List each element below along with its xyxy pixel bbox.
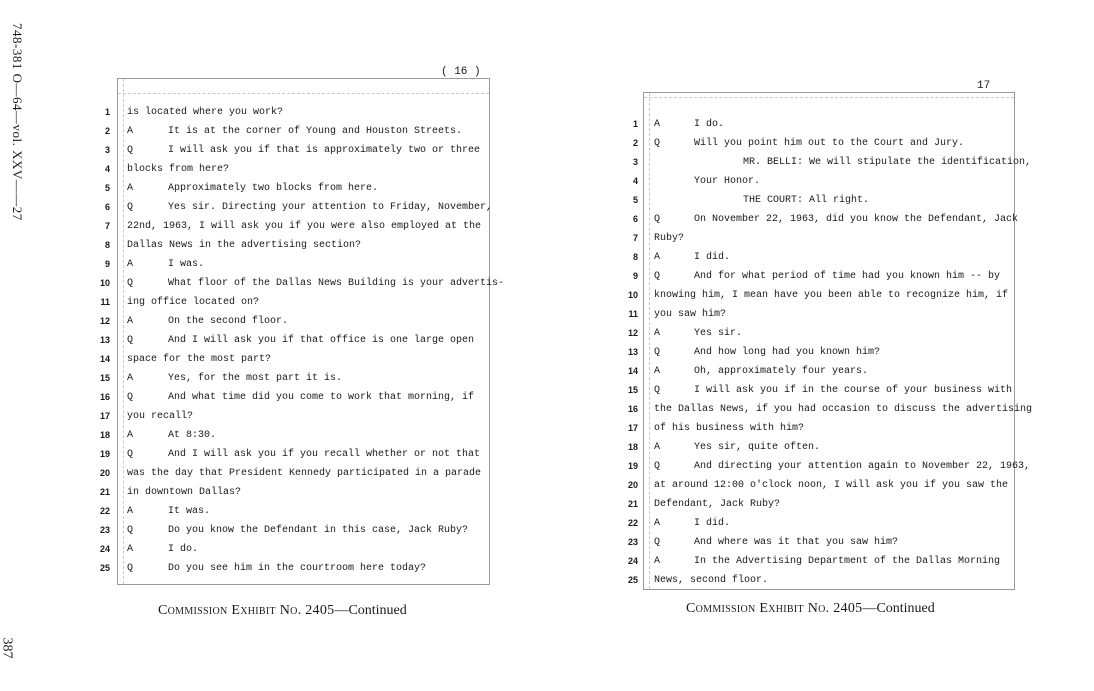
line-text: Yes sir.	[694, 328, 743, 339]
line-number: 9	[632, 271, 638, 281]
transcript-line	[92, 369, 492, 388]
line-text: Oh, approximately four years.	[694, 366, 869, 377]
transcript-line	[92, 331, 492, 350]
speaker-label: A	[127, 544, 134, 555]
line-text: THE COURT: All right.	[743, 195, 870, 206]
line-number: 6	[104, 202, 110, 212]
margin-note	[2, 23, 25, 221]
line-text: 22nd, 1963, I will ask you if you were also employed at the	[127, 221, 482, 232]
speaker-label: Q	[127, 145, 134, 156]
transcript-line	[620, 400, 1033, 419]
transcript-line	[620, 267, 1020, 286]
speaker-label: A	[654, 252, 661, 263]
line-number: 19	[99, 449, 110, 459]
transcript-line	[92, 426, 492, 445]
transcript-line	[92, 407, 492, 426]
transcript-line	[92, 293, 492, 312]
line-number: 11	[628, 309, 638, 319]
line-number: 19	[627, 461, 638, 471]
speaker-label: Q	[127, 278, 134, 289]
transcript-line	[620, 115, 1020, 134]
line-text: I do.	[694, 119, 725, 130]
line-text: Do you know the Defendant in this case, Jack Ruby?	[168, 525, 469, 536]
transcript-line	[92, 103, 492, 122]
line-number: 17	[99, 411, 110, 421]
line-text: was the day that President Kennedy participated in a parade	[127, 468, 482, 479]
line-number: 5	[632, 195, 638, 205]
transcript-line	[92, 255, 492, 274]
transcript-line	[92, 559, 492, 578]
margin-note-text: 748-381 O—64—vol. XXV——27	[10, 23, 25, 221]
right-page-number: 17	[977, 80, 991, 92]
line-number: 18	[99, 430, 110, 440]
line-text: I will ask you if in the course of your business with	[694, 385, 1013, 396]
speaker-label: Q	[127, 335, 134, 346]
line-text: In the Advertising Department of the Dallas Morning	[694, 556, 1001, 567]
speaker-label: A	[654, 328, 661, 339]
line-number: 12	[627, 328, 638, 338]
line-text: of his business with him?	[654, 423, 805, 434]
left-caption-title: Commission Exhibit No. 2405	[158, 603, 335, 618]
line-text: at around 12:00 o'clock noon, I will ask you if you saw the	[654, 480, 1009, 491]
line-number: 13	[627, 347, 638, 357]
transcript-line	[620, 134, 1020, 153]
line-number: 18	[627, 442, 638, 452]
line-text: I was.	[168, 259, 205, 270]
line-number: 12	[99, 316, 110, 326]
line-text: Dallas News in the advertising section?	[127, 240, 362, 251]
line-number: 21	[627, 499, 638, 509]
transcript-line	[620, 248, 1020, 267]
line-text: It is at the corner of Young and Houston Streets.	[168, 126, 463, 137]
left-page-number: ( 16 )	[441, 66, 481, 78]
line-number: 2	[632, 138, 638, 148]
speaker-label: Q	[127, 202, 134, 213]
speaker-label: A	[654, 518, 661, 529]
line-text: News, second floor.	[654, 575, 769, 586]
transcript-line	[620, 229, 1020, 248]
speaker-label: Q	[654, 271, 661, 282]
line-text: It was.	[168, 506, 211, 517]
line-text: Ruby?	[654, 233, 685, 244]
transcript-line	[620, 552, 1020, 571]
line-number: 8	[104, 240, 110, 250]
speaker-label: A	[127, 316, 134, 327]
transcript-line	[620, 571, 1020, 590]
speaker-label: Q	[654, 138, 661, 149]
transcript-line	[620, 191, 1020, 210]
page-number	[0, 630, 26, 670]
line-text: blocks from here?	[127, 164, 230, 175]
line-text: MR. BELLI: We will stipulate the identification,	[743, 157, 1032, 168]
transcript-line	[92, 521, 492, 540]
line-number: 9	[104, 259, 110, 269]
line-text: Defendant, Jack Ruby?	[654, 499, 781, 510]
line-number: 3	[632, 157, 638, 167]
speaker-label: A	[127, 373, 134, 384]
line-number: 13	[99, 335, 110, 345]
transcript-line	[620, 286, 1020, 305]
speaker-label: Q	[654, 347, 661, 358]
left-caption	[158, 603, 407, 619]
line-number: 22	[99, 506, 110, 516]
speaker-label: Q	[127, 392, 134, 403]
line-number: 25	[99, 563, 110, 573]
line-text: in downtown Dallas?	[127, 487, 242, 498]
transcript-line	[620, 438, 1020, 457]
line-text: And where was it that you saw him?	[694, 537, 899, 548]
transcript-line	[620, 381, 1020, 400]
line-text: And I will ask you if you recall whether or not that	[168, 449, 481, 460]
transcript-line	[620, 305, 1020, 324]
speaker-label: Q	[127, 449, 134, 460]
line-number: 6	[632, 214, 638, 224]
transcript-line	[92, 160, 492, 179]
transcript-line	[620, 324, 1020, 343]
line-text: I did.	[694, 518, 731, 529]
transcript-line	[92, 179, 492, 198]
line-text: Do you see him in the courtroom here today?	[168, 563, 427, 574]
line-number: 5	[104, 183, 110, 193]
line-text: And I will ask you if that office is one large open	[168, 335, 475, 346]
speaker-label: A	[654, 556, 661, 567]
line-number: 10	[627, 290, 638, 300]
transcript-line	[92, 350, 492, 369]
line-text: And how long had you known him?	[694, 347, 881, 358]
transcript-line	[92, 483, 492, 502]
transcript-line	[620, 457, 1031, 476]
line-number: 3	[104, 145, 110, 155]
speaker-label: Q	[654, 214, 661, 225]
transcript-line	[92, 312, 492, 331]
line-number: 4	[632, 176, 638, 186]
line-number: 20	[99, 468, 110, 478]
line-text: On November 22, 1963, did you know the Defendant, Jack	[694, 214, 1019, 225]
transcript-line	[92, 274, 505, 293]
line-text: Yes sir, quite often.	[694, 442, 821, 453]
line-number: 1	[104, 107, 110, 117]
line-number: 24	[627, 556, 638, 566]
line-number: 2	[104, 126, 110, 136]
line-text: I do.	[168, 544, 199, 555]
transcript-line	[620, 362, 1020, 381]
line-text: knowing him, I mean have you been able to recognize him, if	[654, 290, 1009, 301]
transcript-line	[92, 141, 492, 160]
transcript-line	[620, 476, 1020, 495]
transcript-line	[92, 388, 492, 407]
line-text: On the second floor.	[168, 316, 289, 327]
line-number: 22	[627, 518, 638, 528]
speaker-label: A	[127, 259, 134, 270]
transcript-line	[620, 343, 1020, 362]
line-text: Your Honor.	[694, 176, 761, 187]
line-number: 23	[627, 537, 638, 547]
line-text: Approximately two blocks from here.	[168, 183, 379, 194]
line-text: is located where you work?	[127, 107, 284, 118]
line-number: 14	[627, 366, 638, 376]
line-text: the Dallas News, if you had occasion to discuss the advertising	[654, 404, 1033, 415]
speaker-label: A	[654, 442, 661, 453]
line-number: 25	[627, 575, 638, 585]
page-top-rule	[644, 97, 1014, 98]
line-number: 14	[99, 354, 110, 364]
transcript-line	[620, 514, 1020, 533]
transcript-line	[92, 445, 492, 464]
right-caption	[686, 601, 935, 617]
speaker-label: A	[127, 430, 134, 441]
transcript-line	[92, 217, 492, 236]
speaker-label: Q	[654, 385, 661, 396]
transcript-line	[92, 236, 492, 255]
line-number: 24	[99, 544, 110, 554]
speaker-label: A	[127, 126, 134, 137]
line-text: Will you point him out to the Court and Jury.	[694, 138, 965, 149]
transcript-line	[620, 419, 1020, 438]
line-number: 8	[632, 252, 638, 262]
transcript-line	[620, 533, 1020, 552]
line-text: And directing your attention again to November 22, 1963,	[694, 461, 1031, 472]
line-text: At 8:30.	[168, 430, 217, 441]
speaker-label: Q	[127, 525, 134, 536]
right-caption-suffix: —Continued	[862, 601, 935, 616]
transcript-line	[92, 464, 492, 483]
line-number: 15	[627, 385, 638, 395]
transcript-line	[92, 502, 492, 521]
line-number: 21	[99, 487, 110, 497]
transcript-line	[92, 122, 492, 141]
speaker-label: A	[127, 183, 134, 194]
transcript-line	[620, 210, 1020, 229]
line-text: And for what period of time had you known him -- by	[694, 271, 1001, 282]
speaker-label: Q	[654, 461, 661, 472]
line-text: Yes, for the most part it is.	[168, 373, 343, 384]
transcript-line	[620, 495, 1020, 514]
left-caption-suffix: —Continued	[334, 603, 407, 618]
speaker-label: Q	[127, 563, 134, 574]
line-text: you saw him?	[654, 309, 727, 320]
line-number: 1	[632, 119, 638, 129]
speaker-label: A	[654, 119, 661, 130]
line-number: 11	[100, 297, 110, 307]
line-text: space for the most part?	[127, 354, 272, 365]
line-number: 10	[99, 278, 110, 288]
speaker-label: A	[127, 506, 134, 517]
transcript-line	[620, 172, 1020, 191]
line-number: 15	[99, 373, 110, 383]
line-number: 16	[99, 392, 110, 402]
line-number: 4	[104, 164, 110, 174]
line-text: you recall?	[127, 411, 194, 422]
line-text: Yes sir. Directing your attention to Friday, November,	[168, 202, 493, 213]
line-number: 7	[104, 221, 110, 231]
line-text: What floor of the Dallas News Building is your advertis-	[168, 278, 505, 289]
speaker-label: A	[654, 366, 661, 377]
transcript-line	[92, 198, 492, 217]
transcript-line	[92, 540, 492, 559]
page-number-text: 387	[0, 637, 15, 659]
line-number: 23	[99, 525, 110, 535]
line-number: 16	[627, 404, 638, 414]
line-number: 17	[627, 423, 638, 433]
line-text: And what time did you come to work that morning, if	[168, 392, 475, 403]
line-number: 7	[632, 233, 638, 243]
speaker-label: Q	[654, 537, 661, 548]
line-text: I will ask you if that is approximately two or three	[168, 145, 481, 156]
page-top-rule	[118, 93, 489, 94]
line-text: ing office located on?	[127, 297, 260, 308]
transcript-line	[620, 153, 1032, 172]
line-number: 20	[627, 480, 638, 490]
line-text: I did.	[694, 252, 731, 263]
right-caption-title: Commission Exhibit No. 2405	[686, 601, 863, 616]
